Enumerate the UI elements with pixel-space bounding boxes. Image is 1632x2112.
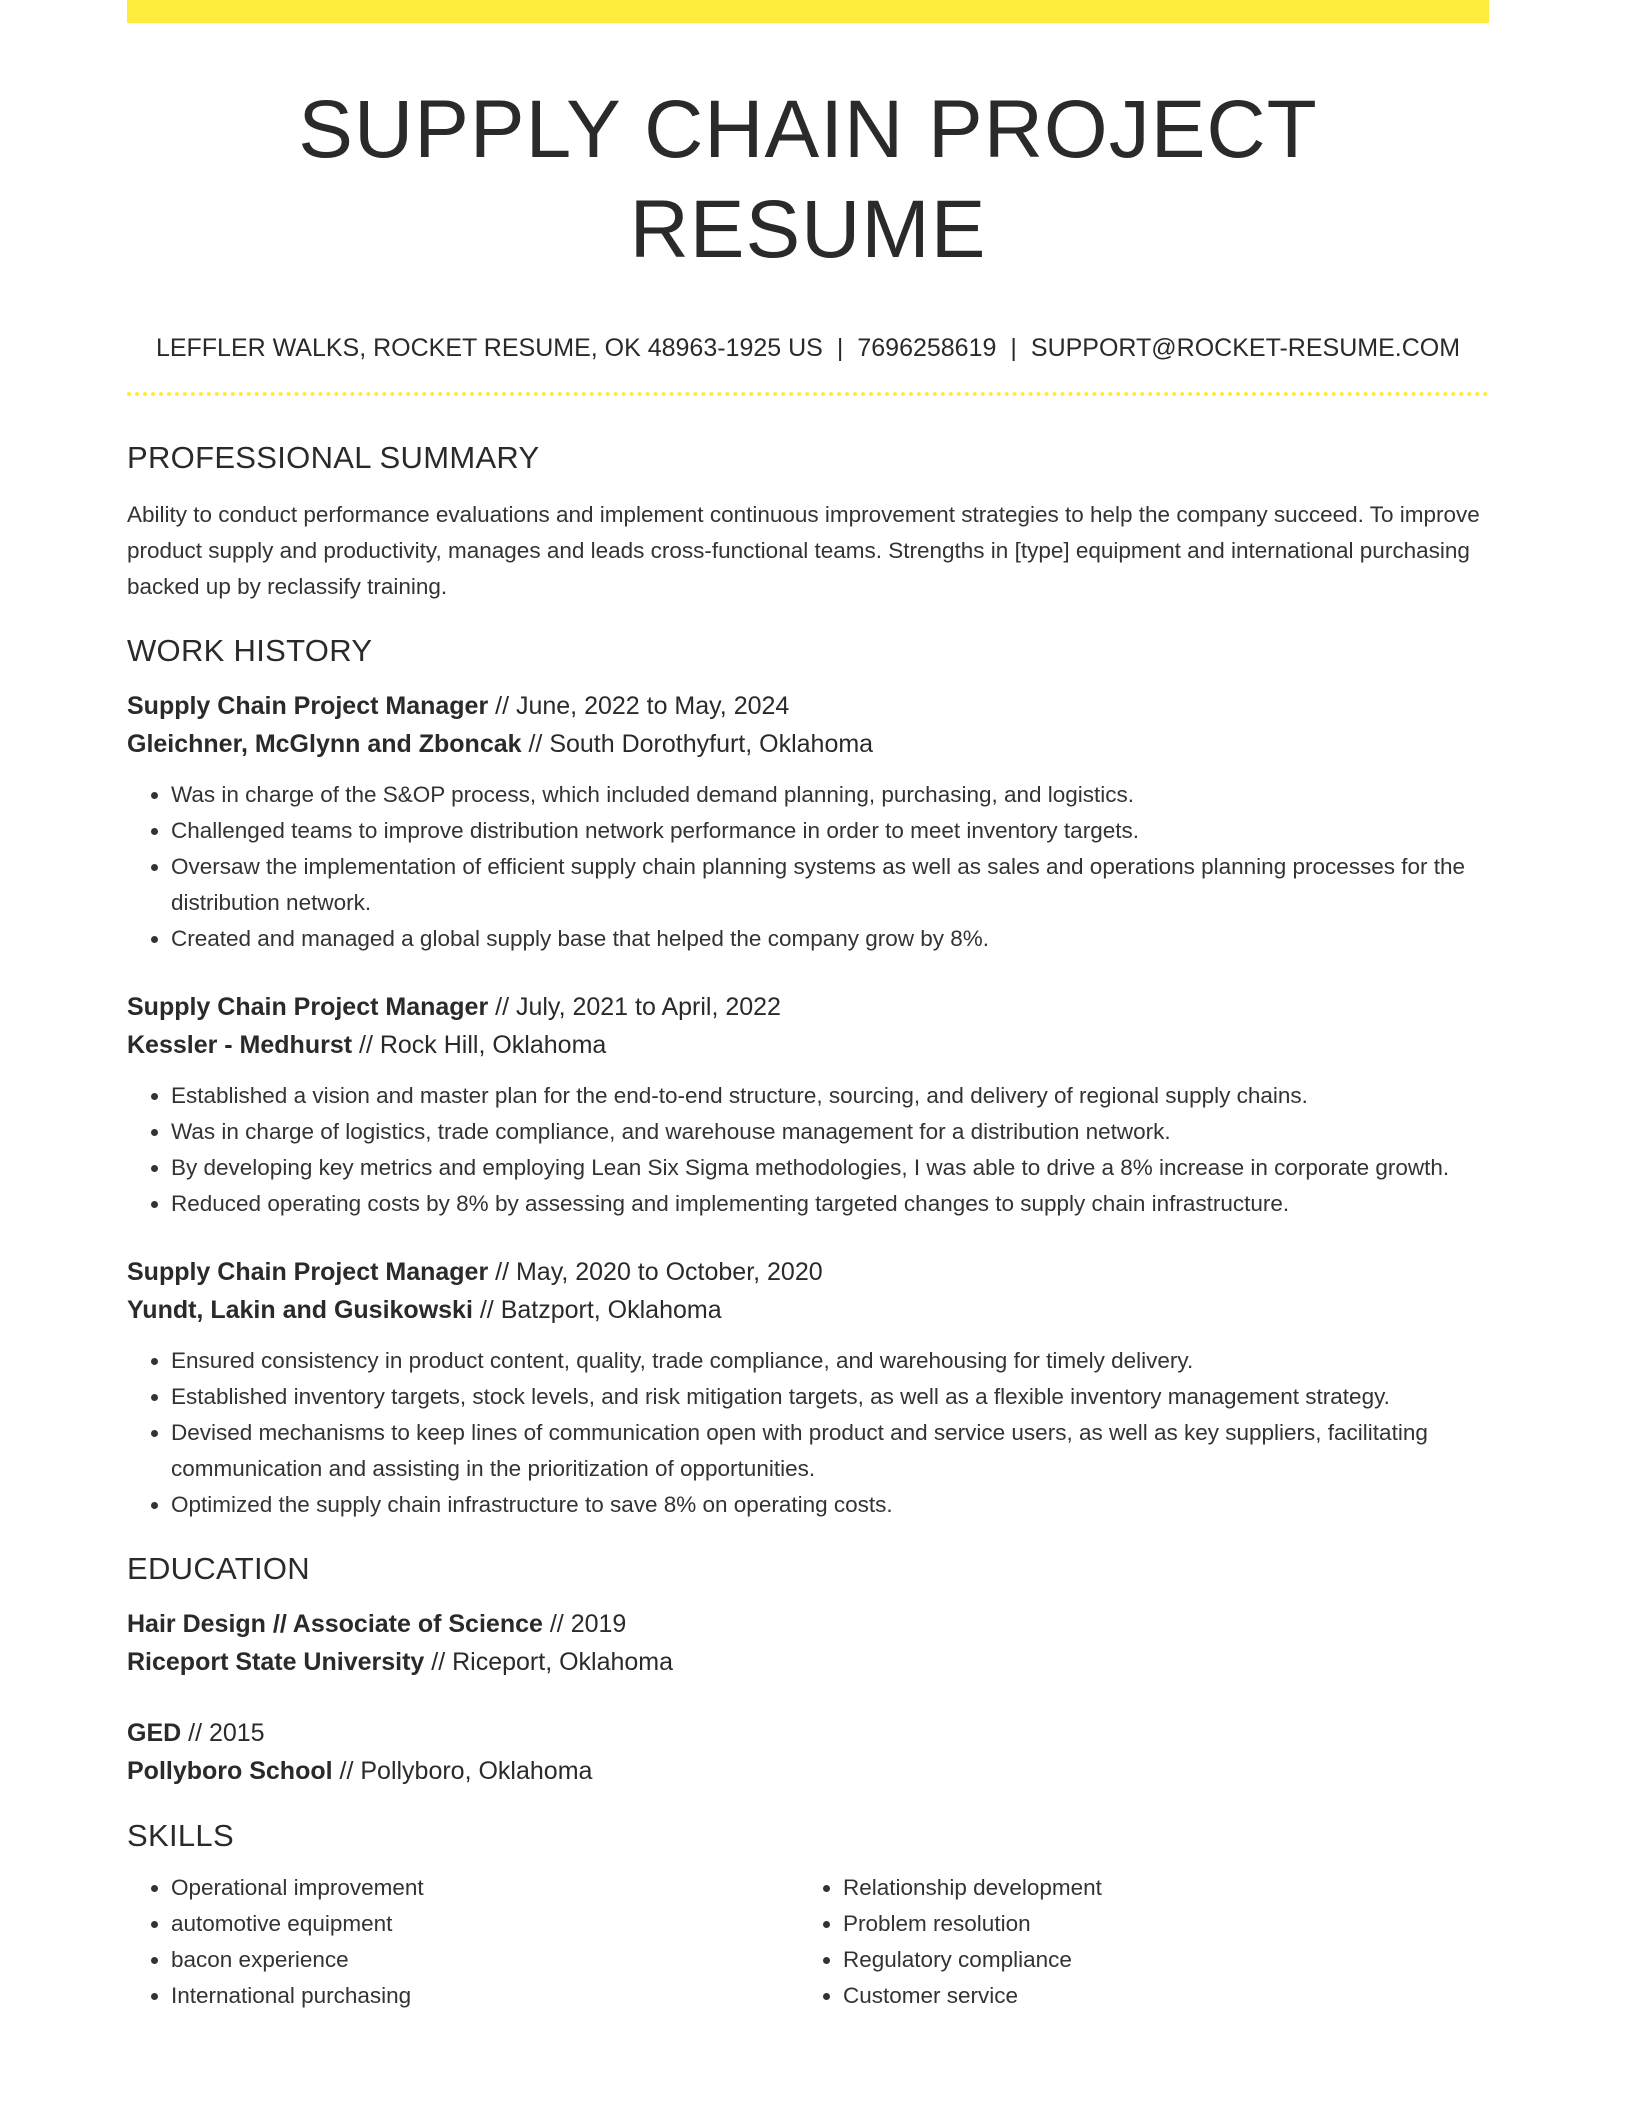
job-bullet: • Challenged teams to improve distribution network performance in order to meet inventory targets. (171, 813, 1489, 849)
job-company-line (127, 1291, 1489, 1329)
work-history-heading: WORK HISTORY (127, 633, 373, 668)
job-bullet: • Reduced operating costs by 8% by assessing and implementing targeted changes to supply chain infrastructure. (171, 1186, 1489, 1222)
skill-item: • Customer service (843, 1978, 1471, 2014)
contact-separator: | (1010, 334, 1017, 362)
skill-item: • Operational improvement (171, 1870, 799, 1906)
skill-item: • Problem resolution (843, 1906, 1471, 1942)
education-heading: EDUCATION (127, 1551, 310, 1586)
job-bullet: • Established a vision and master plan for the end-to-end structure, sourcing, and delivery of regional supply chains. (171, 1078, 1489, 1114)
summary-heading: PROFESSIONAL SUMMARY (127, 440, 540, 475)
resume-title: SUPPLY CHAIN PROJECT RESUME (298, 84, 1318, 275)
job-role: Supply Chain Project Manager (127, 993, 489, 1021)
job-bullet: • By developing key metrics and employing Lean Six Sigma methodologies, I was able to drive a 8% increase in corporate growth. (171, 1150, 1489, 1186)
contact-phone: 7696258619 (857, 334, 997, 362)
summary-text: Ability to conduct performance evaluations and implement continuous improvement strategies to help the company succeed. To improve product supply and productivity, manages and leads cross-functional teams. Strengths in [type] equipment and international purchasing backed up by reclassify training. (127, 502, 1480, 599)
job-company-line (127, 725, 1489, 763)
job-bullets (127, 1078, 1489, 1222)
skills-heading: SKILLS (127, 1818, 234, 1853)
job-bullet: • Established inventory targets, stock levels, and risk mitigation targets, as well as a flexible inventory management strategy. (171, 1379, 1489, 1415)
education-school: Pollyboro School (127, 1757, 333, 1785)
job-bullet: • Created and managed a global supply base that helped the company grow by 8%. (171, 921, 1489, 957)
job-location: // South Dorothyfurt, Oklahoma (521, 730, 874, 758)
skill-item: • Relationship development (843, 1870, 1471, 1906)
job-entry (127, 988, 1489, 1222)
job-bullet: • Optimized the supply chain infrastructure to save 8% on operating costs. (171, 1487, 1489, 1523)
contact-address: LEFFLER WALKS, ROCKET RESUME, OK 48963-1925 US (155, 334, 823, 362)
dotted-divider (127, 392, 1489, 396)
job-entry (127, 687, 1489, 957)
job-title-line (127, 1253, 1489, 1291)
skills-grid (127, 1870, 1489, 2014)
education-entry (127, 1714, 1489, 1790)
skill-item: • Regulatory compliance (843, 1942, 1471, 1978)
education-location: // Riceport, Oklahoma (424, 1648, 674, 1676)
job-bullet: • Ensured consistency in product content, quality, trade compliance, and warehousing for timely delivery. (171, 1343, 1489, 1379)
education-degree-line (127, 1605, 1489, 1643)
job-bullet: • Devised mechanisms to keep lines of communication open with product and service users, as well as key suppliers, facilitating communication and assisting in the prioritization of opportunities. (171, 1415, 1489, 1487)
education-degree-line (127, 1714, 1489, 1752)
skill-item: • bacon experience (171, 1942, 799, 1978)
job-role: Supply Chain Project Manager (127, 692, 489, 720)
education-school: Riceport State University (127, 1648, 425, 1676)
education-entry (127, 1605, 1489, 1681)
job-dates: // June, 2022 to May, 2024 (488, 692, 790, 720)
job-entry (127, 1253, 1489, 1523)
education-degree: GED (127, 1719, 182, 1747)
job-company: Kessler - Medhurst (127, 1031, 353, 1059)
job-bullet: • Was in charge of logistics, trade compliance, and warehouse management for a distribution network. (171, 1114, 1489, 1150)
education-school-line (127, 1752, 1489, 1790)
skill-item: • International purchasing (171, 1978, 799, 2014)
education-year: // 2015 (181, 1719, 265, 1747)
job-role: Supply Chain Project Manager (127, 1258, 489, 1286)
skill-item: • automotive equipment (171, 1906, 799, 1942)
education-year: // 2019 (542, 1610, 627, 1638)
skills-column-right (799, 1870, 1471, 2014)
contact-email: SUPPORT@ROCKET-RESUME.COM (1030, 334, 1461, 362)
education-location: // Pollyboro, Oklahoma (332, 1757, 593, 1785)
contact-separator: | (836, 334, 844, 362)
education-degree: Hair Design // Associate of Science (127, 1610, 543, 1638)
job-company: Gleichner, McGlynn and Zboncak (127, 730, 522, 758)
job-bullets (127, 777, 1489, 957)
contact-line (127, 332, 1489, 364)
job-location: // Batzport, Oklahoma (472, 1296, 722, 1324)
job-dates: // May, 2020 to October, 2020 (488, 1258, 823, 1286)
education-school-line (127, 1643, 1489, 1681)
skills-column-left (127, 1870, 799, 2014)
job-title-line (127, 988, 1489, 1026)
job-title-line (127, 687, 1489, 725)
job-bullet: • Was in charge of the S&OP process, which included demand planning, purchasing, and logistics. (171, 777, 1489, 813)
job-company: Yundt, Lakin and Gusikowski (127, 1296, 473, 1324)
job-location: // Rock Hill, Oklahoma (352, 1031, 607, 1059)
job-company-line (127, 1026, 1489, 1064)
job-dates: // July, 2021 to April, 2022 (488, 993, 781, 1021)
resume-content (127, 0, 1489, 2014)
job-bullets (127, 1343, 1489, 1523)
job-bullet: • Oversaw the implementation of efficient supply chain planning systems as well as sales and operations planning processes for the distribution network. (171, 849, 1489, 921)
